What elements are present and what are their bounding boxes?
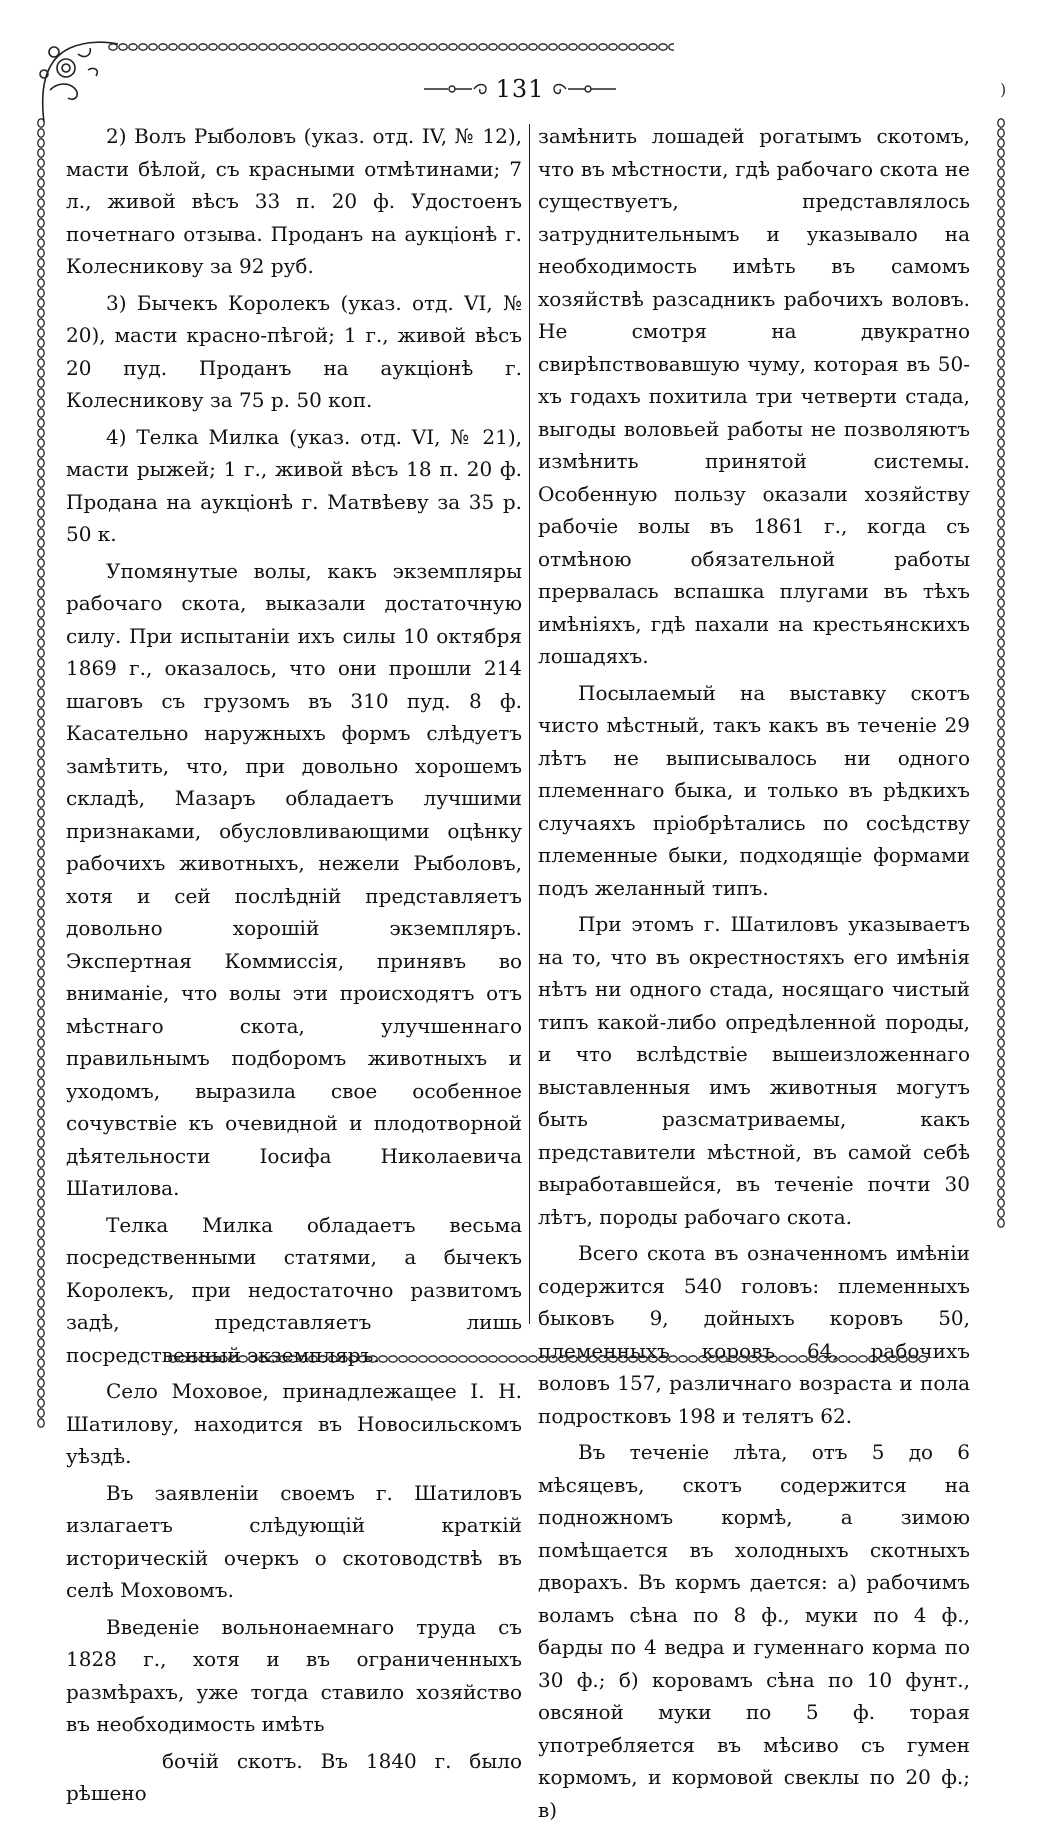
left-flourish-icon — [422, 81, 490, 97]
paragraph: Всего скота въ означенномъ имѣніи содержится 540 головъ: племенныхъ быковъ 9, дойныхъ коровъ 50, племенныхъ коровъ 64, рабочихъ воловъ 157, различнаго возраста и пола подростковъ 198 и телятъ 62. — [538, 1241, 970, 1428]
paragraph: Село Моховое, принадлежащее І. Н. Шатилову, находится въ Новосильскомъ уѣздѣ. — [66, 1379, 522, 1468]
left-column — [66, 120, 522, 1814]
paragraph-fragment: бочій скотъ. Въ 1840 г. было рѣшено — [66, 1748, 522, 1805]
paragraph: 4) Телка Милка (указ. отд. VI, № 21), масти рыжей; 1 г., живой вѣсъ 18 п. 20 ф. Продана на аукціонѣ г. Матвѣеву за 35 р. 50 к. — [66, 424, 522, 546]
right-border-ornament — [994, 118, 1008, 1228]
paragraph: Посылаемый на выставку скотъ чисто мѣстный, такъ какъ въ теченіе 29 лѣтъ не выписывалось ни одного племеннаго быка, и только въ рѣдкихъ случаяхъ пріобрѣтались по сосѣдству племенные быки, подходящіе формами подъ желанный типъ. — [538, 680, 970, 900]
paragraph: Телка Милка обладаетъ весьма посредственными статями, а бычекъ Королекъ, при недостаточно развитомъ задѣ, представляетъ лишь посредственный экземпляръ. — [66, 1212, 522, 1367]
paragraph: 2) Волъ Рыболовъ (указ. отд. IV, № 12), масти бѣлой, съ красными отмѣтинами; 7 л., живой вѣсъ 33 п. 20 ф. Удостоенъ почетнаго отзыва. Проданъ на аукціонѣ г. Колесникову за 92 руб. — [66, 124, 522, 278]
paragraph: При этомъ г. Шатиловъ указываетъ на то, что въ окрестностяхъ его имѣнія нѣтъ ни одного стада, носящаго чистый типъ какой-либо опредѣленной породы, и что вслѣдствіе вышеизложеннаго выставленныя имъ животныя могутъ быть разсматриваемы, какъ представители мѣстной, въ самой себѣ выработавшейся, въ теченіе почти 30 лѣтъ, породы рабочаго скота. — [538, 912, 970, 1229]
paragraph: Введеніе вольнонаемнаго труда съ 1828 г., хотя и въ ограниченныхъ размѣрахъ, уже тогда ставило хозяйство въ необходимость имѣть — [66, 1614, 522, 1736]
column-divider — [529, 124, 530, 1324]
paragraph: Упомянутые волы, какъ экземпляры рабочаго скота, выказали достаточную силу. При испытаніи ихъ силы 10 октября 1869 г., оказалось, что они прошли 214 шаговъ съ грузомъ въ 310 пуд. 8 ф. Касательно наружныхъ формъ слѣдуетъ замѣтить, что, при довольно хорошемъ складѣ, Мазаръ обладаетъ лучшими признаками, обусловливающими оцѣнку рабочихъ животныхъ, нежели Рыболовъ, хотя и сей послѣдній представляетъ довольно хорошій экземпляръ. Экспертная Коммиссія, принявъ во вниманіе, что волы эти происходятъ отъ мѣстнаго скота, улучшеннаго правильнымъ подборомъ животныхъ и уходомъ, выразила свое особенное сочувствіе къ очевидной и плодотворной дѣятельности Іосифа Николаевича Шатилова. — [66, 558, 522, 1200]
paragraph: Въ заявленіи своемъ г. Шатиловъ излагаетъ слѣдующій краткій историческій очеркъ о скотоводствѣ въ селѣ Моховомъ. — [66, 1480, 522, 1602]
right-flourish-icon — [550, 81, 618, 97]
corner-ornament-icon — [30, 30, 120, 130]
margin-mark: ) — [1000, 80, 1007, 99]
page-number: 131 — [495, 75, 545, 103]
left-border-ornament — [34, 118, 48, 1428]
paragraph: Въ теченіе лѣта, отъ 5 до 6 мѣсяцевъ, скотъ содержится на подножномъ кормѣ, а зимою помѣщается въ холодныхъ скотныхъ дворахъ. Въ кормъ дается: а) рабочимъ воламъ сѣна по 8 ф., муки по 4 ф., барды по 4 ведра и гуменнаго корма по 30 ф.; б) коровамъ сѣна по 10 фунт., овсяной муки по 5 ф. торая употребляется въ мѣсиво съ гумен кормомъ, и кормовой свеклы по 20 ф.; в) — [538, 1440, 970, 1822]
top-border-ornament — [108, 40, 674, 54]
right-column — [538, 120, 970, 1830]
paragraph: замѣнить лошадей рогатымъ скотомъ, что въ мѣстности, гдѣ рабочаго скота не существуетъ, представлялось затруднительнымъ и указывало на необходимость имѣть въ самомъ хозяйствѣ разсадникъ рабочихъ воловъ. Не смотря на двукратно свирѣпствовавшую чуму, которая въ 50-хъ годахъ похитила три четверти стада, выгоды воловьей работы не позволяютъ измѣнить принятой системы. Особенную пользу оказали хозяйству рабочіе волы въ 1861 г., когда съ отмѣною обязательной работы прервалась вспашка плугами въ тѣхъ имѣніяхъ, гдѣ пахали на крестьянскихъ лошадяхъ. — [538, 124, 970, 668]
page-number-header — [420, 74, 620, 104]
paragraph: 3) Бычекъ Королекъ (указ. отд. VI, № 20), масти красно-пѣгой; 1 г., живой вѣсъ 20 пуд. Проданъ на аукціонѣ г. Колесникову за 75 р. 50 коп. — [66, 290, 522, 412]
